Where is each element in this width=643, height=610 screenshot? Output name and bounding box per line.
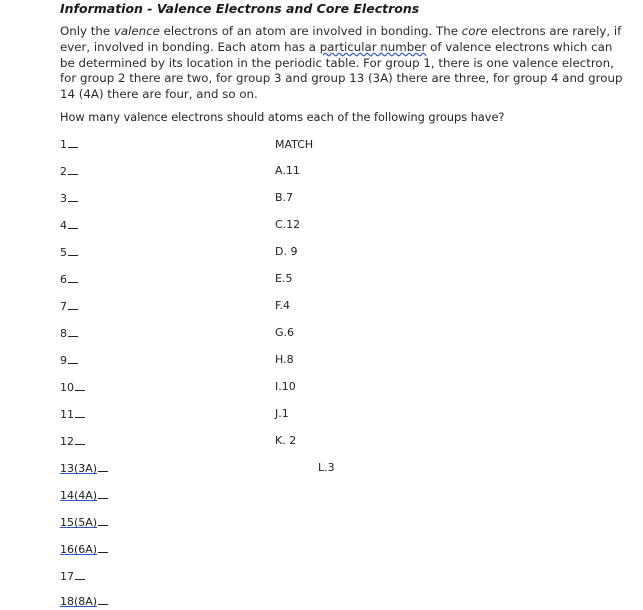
group-row-18 (60, 594, 108, 608)
group-row-8 (60, 326, 78, 340)
group-label: 7 (60, 300, 67, 313)
match-header: MATCH (275, 138, 314, 151)
group-row-12 (60, 434, 85, 448)
para-text-2: electrons of an atom are involved in bonding. The (159, 24, 462, 38)
answer-blank[interactable] (68, 245, 78, 256)
answer-blank[interactable] (68, 353, 78, 364)
answer-blank[interactable] (68, 191, 78, 202)
answer-blank[interactable] (68, 272, 78, 283)
group-row-7 (60, 299, 78, 313)
group-label: 6 (60, 273, 67, 286)
answer-blank[interactable] (98, 461, 108, 472)
answer-blank[interactable] (98, 488, 108, 499)
group-row-11 (60, 407, 85, 421)
answer-blank[interactable] (68, 137, 78, 148)
para-text-3: electrons are rarely, if ever, involved in bonding. Each atom has a (60, 24, 622, 54)
answer-blank[interactable] (75, 434, 85, 445)
para-valence: valence (113, 24, 160, 38)
para-text-1: Only the (60, 24, 114, 38)
option-j: J.1 (275, 407, 289, 420)
group-label: 8 (60, 327, 67, 340)
answer-blank[interactable] (98, 542, 108, 553)
group-label: 13(3A) (60, 462, 98, 475)
group-row-15 (60, 515, 108, 529)
group-label: 14(4A) (60, 489, 98, 502)
option-k: K. 2 (275, 434, 297, 447)
answer-blank[interactable] (75, 407, 85, 418)
answer-blank[interactable] (68, 218, 78, 229)
answer-blank[interactable] (98, 594, 108, 605)
option-l: L.3 (318, 461, 335, 474)
group-label: 12 (60, 435, 74, 448)
group-label: 5 (60, 246, 67, 259)
group-row-9 (60, 353, 78, 367)
group-row-13 (60, 461, 108, 475)
option-b: B.7 (275, 191, 294, 204)
worksheet-title: Information - Valence Electrons and Core Electrons (60, 1, 420, 16)
answer-blank[interactable] (75, 569, 85, 580)
group-label: 2 (60, 165, 67, 178)
group-label: 10 (60, 381, 74, 394)
question-prompt: How many valence electrons should atoms each of the following groups have? (60, 111, 505, 124)
group-label: 4 (60, 219, 67, 232)
group-label: 3 (60, 192, 67, 205)
group-row-6 (60, 272, 78, 286)
group-label: 17 (60, 570, 74, 583)
answer-blank[interactable] (68, 326, 78, 337)
group-row-16 (60, 542, 108, 556)
option-d: D. 9 (275, 245, 298, 258)
group-label: 9 (60, 354, 67, 367)
group-row-17 (60, 569, 85, 583)
group-label: 15(5A) (60, 516, 98, 529)
group-row-4 (60, 218, 78, 232)
group-label: 11 (60, 408, 74, 421)
answer-blank[interactable] (75, 380, 85, 391)
group-label: 16(6A) (60, 543, 98, 556)
para-text-4: of valence electrons which can be determined by its location in the periodic table. For group 1, there is one valence electron, for group 2 there are two, for group 3 and group 13 (3A) there are three, for group 4 and group 14 (4A) there are four, and so on. (60, 39, 623, 102)
group-row-2 (60, 164, 78, 178)
para-core: core (461, 24, 488, 38)
group-row-14 (60, 488, 108, 502)
option-e: E.5 (275, 272, 293, 285)
group-label: 1 (60, 138, 67, 151)
answer-blank[interactable] (68, 299, 78, 310)
option-a: A.11 (275, 164, 300, 177)
option-c: C.12 (275, 218, 301, 231)
para-particular-number: particular number (319, 39, 427, 54)
option-i: I.10 (275, 380, 296, 393)
answer-blank[interactable] (68, 164, 78, 175)
group-row-3 (60, 191, 78, 205)
group-row-5 (60, 245, 78, 259)
option-f: F.4 (275, 299, 291, 312)
group-row-10 (60, 380, 85, 394)
option-h: H.8 (275, 353, 294, 366)
group-label: 18(8A) (60, 595, 98, 608)
group-row-1 (60, 137, 78, 151)
answer-blank[interactable] (98, 515, 108, 526)
option-g: G.6 (275, 326, 295, 339)
